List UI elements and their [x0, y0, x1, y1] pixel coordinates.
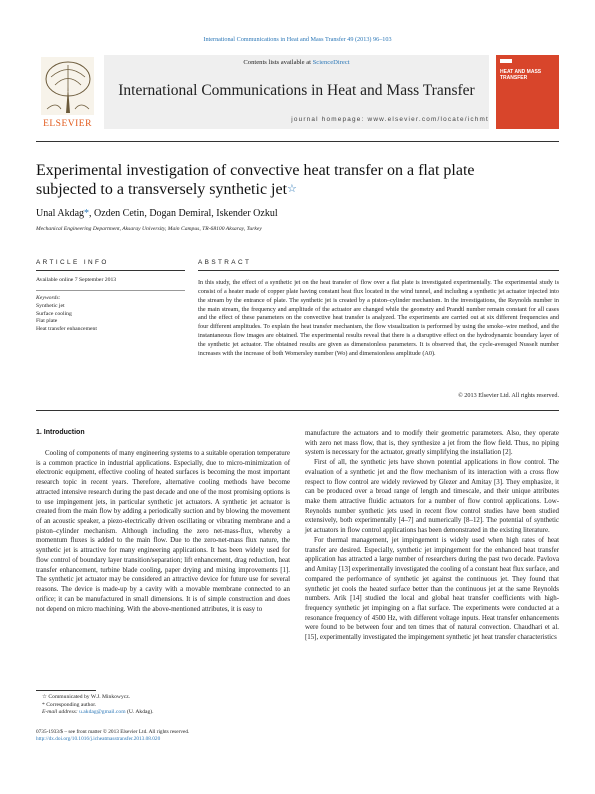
- abstract-heading: ABSTRACT: [198, 259, 252, 266]
- corresponding-note: * Corresponding author.: [42, 701, 97, 708]
- available-online: Available online 7 September 2013: [36, 277, 117, 283]
- author-name: Unal Akdag: [36, 208, 85, 219]
- masthead-center: [104, 55, 489, 129]
- email-label: E-mail address:: [42, 709, 78, 715]
- keyword-list: [36, 303, 97, 333]
- affiliation: Mechanical Engineering Department, Aksaray University, Main Campus, TR-68100 Aksaray, Turkey: [36, 226, 262, 232]
- abstract-copyright: © 2013 Elsevier Ltd. All rights reserved.: [458, 392, 559, 399]
- doi-link[interactable]: http://dx.doi.org/10.1016/j.icheatmasstransfer.2013.08.020: [36, 736, 161, 742]
- elsevier-wordmark: ELSEVIER: [43, 119, 92, 129]
- article-title: [36, 161, 516, 199]
- paragraph: For thermal management, jet impingement is widely used when high rates of heat transfer are desired. Especially, synthetic jet impingement for the enhanced heat transfer application has attracted a large number of researchers during the past two decade. Pavlova and Amitay [13] experimentally investigated the cooling of a constant heat flux surface, and compared the performance of synthetic jet against the continuous jet. They found that synthetic jet cools the heated surface better than the continuous jet at the same Reynolds numbers. Arik [14] studied the local and global heat transfer coefficients with high-frequency synthetic jet impinging on a flat surface. The experiments were conducted at a resonance frequency of 4500 Hz, with different voltage inputs. Heat transfer enhancements were found to be between four and ten times that of natural convection. Chaudhari et al. [15], experimentally investigated the impingement synthetic jet heat transfer characteristics: [305, 536, 559, 642]
- journal-masthead: [36, 55, 559, 133]
- left-column: [36, 449, 290, 614]
- abstract-rule: [198, 270, 559, 271]
- right-column: [305, 429, 559, 643]
- abstract-bottom-rule: [36, 410, 559, 411]
- cover-bar: [500, 59, 512, 63]
- section-heading-introduction: 1. Introduction: [36, 429, 85, 436]
- paragraph: Cooling of components of many engineering systems to a suitable operation temperature is a common practice in industrial applications. Especially, due to micro-minimization of electronic equipment, effective cooling of heated surfaces is becoming the most important research topic in recent years. Therefore, alternative cooling methods have become attracted intensive research during the past decade and one of the most promising options is to use impingement jets, in particular synthetic jet actuators. A synthetic jet actuator is created from the main flow by adding a periodically suction and by blowing the movement of an acoustic speaker, a piezo-electrically driven oscillating or vibrating membrane and a piston–cylinder mechanism. Although including the zero net-mass-flux, whereby a momentum fluxes is added to the main flow. Due to the zero-net-mass flux nature, the synthetic jet is attractive for many engineering applications. It has been widely used for flow control of boundary layer transition/separation; lift enhancement, drag reduction, heat transfer enhancement, turbine blade cooling, paper drying and mixing improvements [1]. The synthetic jet actuator may be considered an attractive device for future use for several reasons. The device is made-up by a cavity with a movable membrane connected to an orifice; it can be manufactured in small dimensions. It is of simple construction and does not depend on micro machining. With the above-mentioned attributes, it is easy to: [36, 450, 290, 613]
- paragraph: manufacture the actuators and to modify their geometric parameters. Also, they operate with zero net mass flow, that is, they synthesize a jet from the flow field. Thus, no piping system is necessary for the actuator, greatly simplifying the installation [2].: [305, 430, 559, 457]
- contents-line: [104, 59, 489, 66]
- running-header: International Communications in Heat and Mass Transfer 49 (2013) 96–103: [203, 36, 392, 43]
- author-list: Unal Akdag*, Ozden Cetin, Dogan Demiral, Iskender Ozkul: [36, 208, 278, 219]
- sciencedirect-link[interactable]: ScienceDirect: [312, 59, 350, 66]
- abstract-text: In this study, the effect of a synthetic jet on the heat transfer of flow over a flat plate is investigated experimentally. The experimental study is consist of a heater made of copper plate having constant heat flux located in the wind tunnel, and including a synthetic jet actuator injected into the stream by the entrance of plate. The synthetic jet is created by a piston–cylinder mechanism. In the investigations, the Reynolds number in the main stream, the frequency and amplitude of the actuator are changed while the geometry and Prandtl number remain constant for all cases and the effect of these parameters on the convective heat transfer is analyzed. The experiments are carried out at six different frequencies and four different amplitudes. To explain the heat transfer mechanism, the flow visualization is performed by using the smoke–wire method, and the instantaneous flow images are obtained. The experimental results reveal that there is a disruptive effect on the hydrodynamic boundary layer of the synthetic jet actuator. The obtained results are given as dimensionless parameters. It is observed that, the cycle-averaged Nusselt number increases with the increase of both Womersley number (Wo) and dimensionless amplitude (A0).: [198, 279, 559, 357]
- author-name: Ozden Cetin: [94, 208, 145, 219]
- email-suffix: (U. Akdag).: [126, 709, 154, 715]
- email-link[interactable]: u.akdag@gmail.com: [79, 709, 126, 715]
- masthead-divider: [36, 141, 559, 142]
- title-footnote-mark[interactable]: ☆: [287, 183, 297, 195]
- footnote-rule: [36, 690, 96, 691]
- keyword: Heat transfer enhancement: [36, 325, 97, 332]
- keywords-label: Keywords:: [36, 295, 61, 301]
- info-divider: [36, 290, 185, 291]
- journal-cover: [496, 55, 559, 129]
- homepage-link[interactable]: www.elsevier.com/locate/ichmt: [367, 116, 489, 123]
- paragraph: First of all, the synthetic jets have shown potential applications in flow control. The evaluation of a synthetic jet and the flow mechanism of its interaction with a cross flow respect to flow control are widely reviewed by Glezer and Amitay [3]. They emphasize, it can be produced over a broad range of length and timescale, and their unique attributes make them attractive fluidic actuators for a number of flow control applications. Low-Reynolds number synthetic jets used in recent flow control studies have been studied extensively, both experimentally [4–7] and numerically [8–12]. The potential of synthetic jet actuators in flow control applications has been demonstrated in the existing literature.: [305, 459, 559, 535]
- cover-title: HEAT AND MASS TRANSFER: [500, 69, 542, 81]
- bottom-info: [36, 729, 336, 743]
- issn-line: 0735-1933/$ – see front matter © 2013 Elsevier Ltd. All rights reserved.: [36, 729, 190, 735]
- article-title-text: Experimental investigation of convective heat transfer on a flat plate subjected to a transversely synthetic jet: [36, 162, 475, 198]
- keyword: Synthetic jet: [36, 303, 65, 309]
- author-name: Dogan Demiral: [149, 208, 212, 219]
- communicated-note: ☆ Communicated by W.J. Minkowycz.: [42, 694, 131, 700]
- keyword: Flat plate: [36, 318, 58, 325]
- author-name: Iskender Ozkul: [216, 208, 278, 219]
- email-line: [42, 709, 287, 717]
- elsevier-tree-icon: [41, 57, 94, 115]
- footnotes: [42, 694, 287, 717]
- contents-prefix: Contents lists available at: [243, 59, 311, 66]
- article-info-rule: [36, 270, 185, 271]
- homepage-label: journal homepage:: [291, 116, 365, 123]
- article-info-heading: ARTICLE INFO: [36, 259, 109, 266]
- elsevier-logo: [36, 55, 99, 129]
- journal-homepage: [104, 116, 489, 123]
- corresponding-mark[interactable]: *: [84, 208, 90, 219]
- keyword: Surface cooling: [36, 310, 72, 317]
- journal-title: International Communications in Heat and Mass Transfer: [118, 82, 475, 99]
